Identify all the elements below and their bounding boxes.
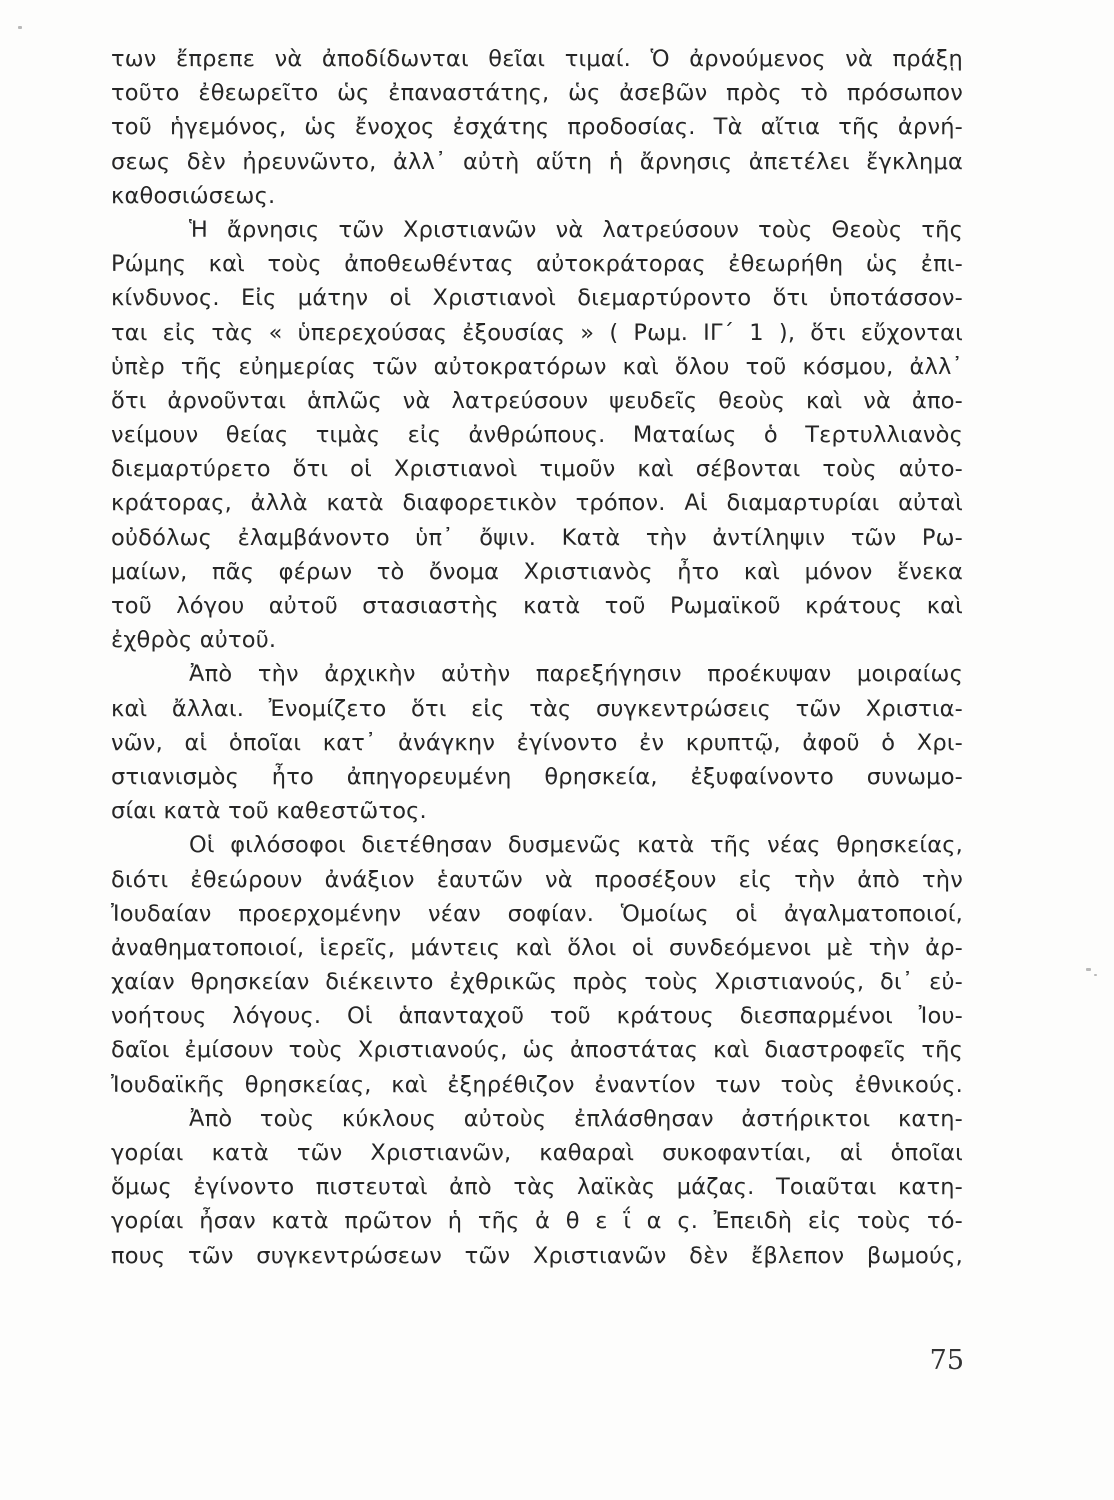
text-line: Ἰουδαϊκῆς θρησκείας, καὶ ἐξηρέθιζον ἐναντίον των τοὺς ἐθνικούς. [111,1071,963,1098]
text-line: ὅμως ἐγίνοντο πιστευταὶ ἀπὸ τὰς λαϊκὰς μάζας. Τοιαῦται κατη- [111,1174,963,1201]
text-line: δαῖοι ἐμίσουν τοὺς Χριστιανούς, ὡς ἀποστάτας καὶ διαστροφεῖς τῆς [111,1037,963,1064]
text-line: ὑπὲρ τῆς εὐημερίας τῶν αὐτοκρατόρων καὶ ὅλου τοῦ κόσμου, ἀλλ᾽ [111,353,963,380]
dust-speck [18,26,22,29]
text-line: νῶν, αἱ ὁποῖαι κατ᾽ ἀνάγκην ἐγίνοντο ἐν κρυπτῷ, ἀφοῦ ὁ Χρι- [111,729,963,756]
text-line: οὐδόλως ἐλαμβάνοντο ὑπ᾽ ὄψιν. Κατὰ τὴν ἀντίληψιν τῶν Ρω- [111,524,963,551]
text-line: Ρώμης καὶ τοὺς ἀποθεωθέντας αὐτοκράτορας ἐθεωρήθη ὡς ἐπι- [111,251,963,278]
dust-speck [1094,974,1097,976]
text-line: τοῦ λόγου αὐτοῦ στασιαστὴς κατὰ τοῦ Ρωμαϊκοῦ κράτους καὶ [111,593,963,619]
text-line: ἀναθηματοποιοί, ἱερεῖς, μάντεις καὶ ὅλοι οἱ συνδεόμενοι μὲ τὴν ἀρ- [111,934,963,961]
text-line: καὶ ἄλλαι. Ἐνομίζετο ὅτι εἰς τὰς συγκεντρώσεις τῶν Χριστια- [111,695,963,722]
text-line: τοῦ ἡγεμόνος, ὡς ἔνοχος ἐσχάτης προδοσίας. Τὰ αἴτια τῆς ἀρνή- [111,114,963,141]
body-text [111,42,963,1273]
text-line: Ἀπὸ τὴν ἀρχικὴν αὐτὴν παρεξήγησιν προέκυψαν μοιραίως [189,661,963,688]
text-line: κράτορας, ἀλλὰ κατὰ διαφορετικὸν τρόπον. Αἱ διαμαρτυρίαι αὐταὶ [111,490,963,517]
text-line: κίνδυνος. Εἰς μάτην οἱ Χριστιανοὶ διεμαρτύροντο ὅτι ὑποτάσσον- [111,285,963,312]
text-line: χαίαν θρησκείαν διέκειντο ἐχθρικῶς πρὸς τοὺς Χριστιανούς, δι᾽ εὐ- [111,969,963,996]
text-line: σίαι κατὰ τοῦ καθεστῶτος. [111,798,427,825]
text-line: πους τῶν συγκεντρώσεων τῶν Χριστιανῶν δὲν ἔβλεπον βωμούς, [111,1242,963,1269]
text-line: γορίαι ἦσαν κατὰ πρῶτον ἡ τῆς ἀ θ ε ΐ α ς. Ἐπειδὴ εἰς τοὺς τό- [111,1208,963,1235]
text-line: των ἔπρεπε νὰ ἀποδίδωνται θεῖαι τιμαί. Ὁ ἀρνούμενος νὰ πράξῃ [111,46,963,72]
text-line: νείμουν θείας τιμὰς εἰς ἀνθρώπους. Ματαίως ὁ Τερτυλλιανὸς [111,422,963,449]
text-line: Ἡ ἄρνησις τῶν Χριστιανῶν νὰ λατρεύσουν τοὺς Θεοὺς τῆς [189,216,963,243]
text-line: σεως δὲν ἠρευνῶντο, ἀλλ᾽ αὐτὴ αὕτη ἡ ἄρνησις ἀπετέλει ἔγκλημα [111,148,963,175]
text-line: καθοσιώσεως. [111,182,276,209]
text-line: μαίων, πᾶς φέρων τὸ ὄνομα Χριστιανὸς ἦτο καὶ μόνον ἕνεκα [111,558,963,585]
dust-speck [1086,968,1091,971]
page-number: 75 [929,1345,964,1376]
text-line: τοῦτο ἐθεωρεῖτο ὡς ἐπαναστάτης, ὡς ἀσεβῶν πρὸς τὸ πρόσωπον [111,80,963,107]
text-line: ὅτι ἀρνοῦνται ἁπλῶς νὰ λατρεύσουν ψευδεῖς θεοὺς καὶ νὰ ἀπο- [111,387,963,414]
text-line: γορίαι κατὰ τῶν Χριστιανῶν, καθαραὶ συκοφαντίαι, αἱ ὁποῖαι [111,1140,963,1166]
text-line: Ἀπὸ τοὺς κύκλους αὐτοὺς ἐπλάσθησαν ἀστήρικτοι κατη- [189,1105,963,1132]
text-line: διότι ἐθεώρουν ἀνάξιον ἑαυτῶν νὰ προσέξουν εἰς τὴν ἀπὸ τὴν [111,866,963,893]
text-line: Οἱ φιλόσοφοι διετέθησαν δυσμενῶς κατὰ τῆς νέας θρησκείας, [189,832,963,859]
text-line: διεμαρτύρετο ὅτι οἱ Χριστιανοὶ τιμοῦν καὶ σέβονται τοὺς αὐτο- [111,456,963,483]
text-line: στιανισμὸς ἦτο ἀπηγορευμένη θρησκεία, ἐξυφαίνοντο συνωμο- [111,763,963,790]
text-line: Ἰουδαίαν προερχομένην νέαν σοφίαν. Ὁμοίως οἱ ἀγαλματοποιοί, [111,900,963,927]
text-line: ται εἰς τὰς « ὑπερεχούσας ἐξουσίας » ( Ρωμ. ΙΓ΄ 1 ), ὅτι εὔχονται [111,319,963,346]
text-line: νοήτους λόγους. Οἱ ἁπανταχοῦ τοῦ κράτους διεσπαρμένοι Ἰου- [111,1003,963,1030]
text-line: ἐχθρὸς αὐτοῦ. [111,627,277,654]
